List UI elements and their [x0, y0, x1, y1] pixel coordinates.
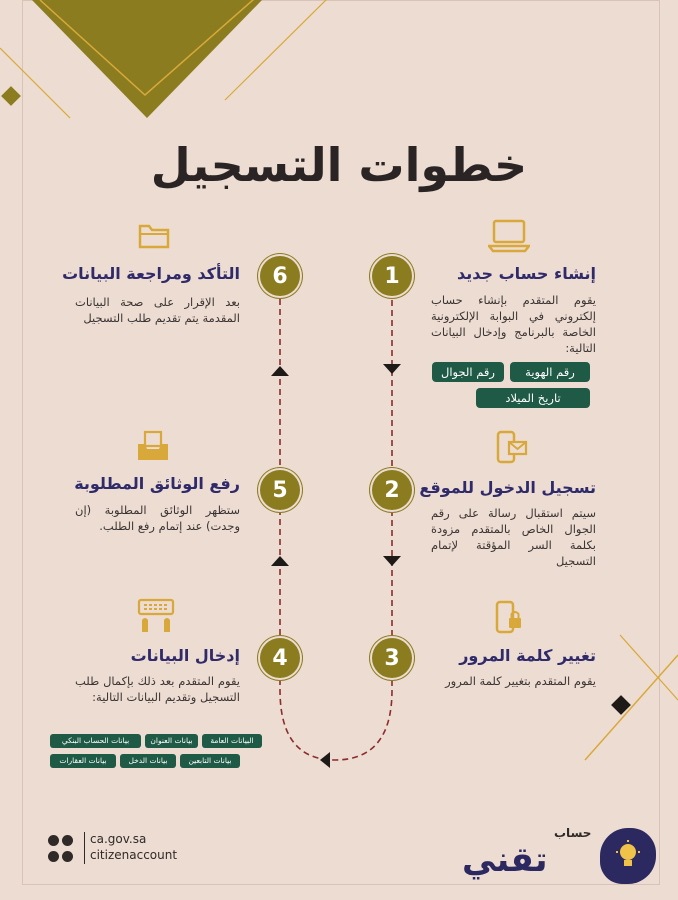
step-6-circle: 6	[260, 256, 300, 296]
step-6-title: التأكد ومراجعة البيانات	[62, 264, 240, 283]
arrow-up-2	[271, 366, 289, 376]
youtube-icon[interactable]	[48, 851, 59, 862]
left-diamond	[1, 86, 21, 106]
step-1-body: يقوم المتقدم بإنشاء حساب إلكتروني في البوابة الإلكترونية الخاصة بالبرنامج وإدخال البيانات التالية:	[431, 293, 596, 355]
footer-handle[interactable]: citizenaccount	[90, 848, 178, 862]
chip-mobile-number: رقم الجوال	[432, 362, 504, 382]
footer-divider	[84, 832, 85, 864]
arrow-up-1	[271, 556, 289, 566]
step-4-body: يقوم المتقدم بعد ذلك بإكمال طلب التسجيل وتقديم البيانات التالية:	[75, 674, 240, 704]
logo-small-text: حساب	[554, 826, 592, 840]
step-4-title: إدخال البيانات	[130, 646, 240, 665]
step-1-circle: 1	[372, 256, 412, 296]
timeline-path	[280, 290, 392, 760]
arrow-left	[320, 752, 330, 768]
social-icons-row-1	[48, 835, 73, 846]
page-title: خطوات التسجيل	[150, 138, 528, 192]
laptop-icon	[488, 218, 530, 254]
step-3-title: تغيير كلمة المرور	[459, 646, 596, 665]
right-gold-line-2	[620, 635, 678, 700]
top-triangle	[32, 0, 262, 118]
chip-id-number: رقم الهوية	[510, 362, 590, 382]
footer-website[interactable]: ca.gov.sa	[90, 832, 147, 846]
phone-lock-icon	[494, 600, 524, 636]
step-2-title: تسجيل الدخول للموقع	[419, 478, 596, 497]
chip-general-data: البيانات العامة	[202, 734, 262, 748]
step-6-body: بعد الإقرار على صحة البيانات المقدمة يتم تقديم طلب التسجيل	[75, 295, 240, 325]
phone-message-icon	[494, 430, 528, 466]
chip-property-data: بيانات العقارات	[50, 754, 116, 768]
right-gold-line	[585, 655, 678, 760]
step-5-title: رفع الوثائق المطلوبة	[74, 474, 240, 493]
keyboard-icon	[136, 596, 176, 636]
chip-dependents-data: بيانات التابعين	[180, 754, 240, 768]
logo-big-text: تقني	[462, 840, 548, 880]
chip-address-data: بيانات العنوان	[145, 734, 198, 748]
step-5-body: ستظهر الوثائق المطلوبة (إن وجدت) عند إتمام رفع الطلب.	[75, 503, 240, 533]
step-2-body: سيتم استقبال رسالة على رقم الجوال الخاص بالمتقدم مزودة بكلمة السر المؤقتة لإتمام التسجيل	[431, 506, 596, 568]
step-1-title: إنشاء حساب جديد	[456, 264, 596, 283]
arrow-down-1	[383, 364, 401, 374]
instagram-icon[interactable]	[62, 835, 73, 846]
step-3-body: يقوم المتقدم بتغيير كلمة المرور	[445, 674, 596, 688]
chip-income-data: بيانات الدخل	[120, 754, 176, 768]
chip-birth-date: تاريخ الميلاد	[476, 388, 590, 408]
folder-icon	[138, 222, 170, 250]
lightbulb-icon	[614, 840, 642, 872]
globe-icon[interactable]	[62, 851, 73, 862]
step-5-circle: 5	[260, 470, 300, 510]
step-2-circle: 2	[372, 470, 412, 510]
step-3-circle: 3	[372, 638, 412, 678]
left-gold-line	[0, 48, 70, 118]
social-icons-row-2	[48, 851, 73, 862]
step-4-circle: 4	[260, 638, 300, 678]
arrow-down-2	[383, 556, 401, 566]
twitter-icon[interactable]	[48, 835, 59, 846]
chip-bank-data: بيانات الحساب البنكي	[50, 734, 141, 748]
document-tray-icon	[136, 430, 170, 462]
